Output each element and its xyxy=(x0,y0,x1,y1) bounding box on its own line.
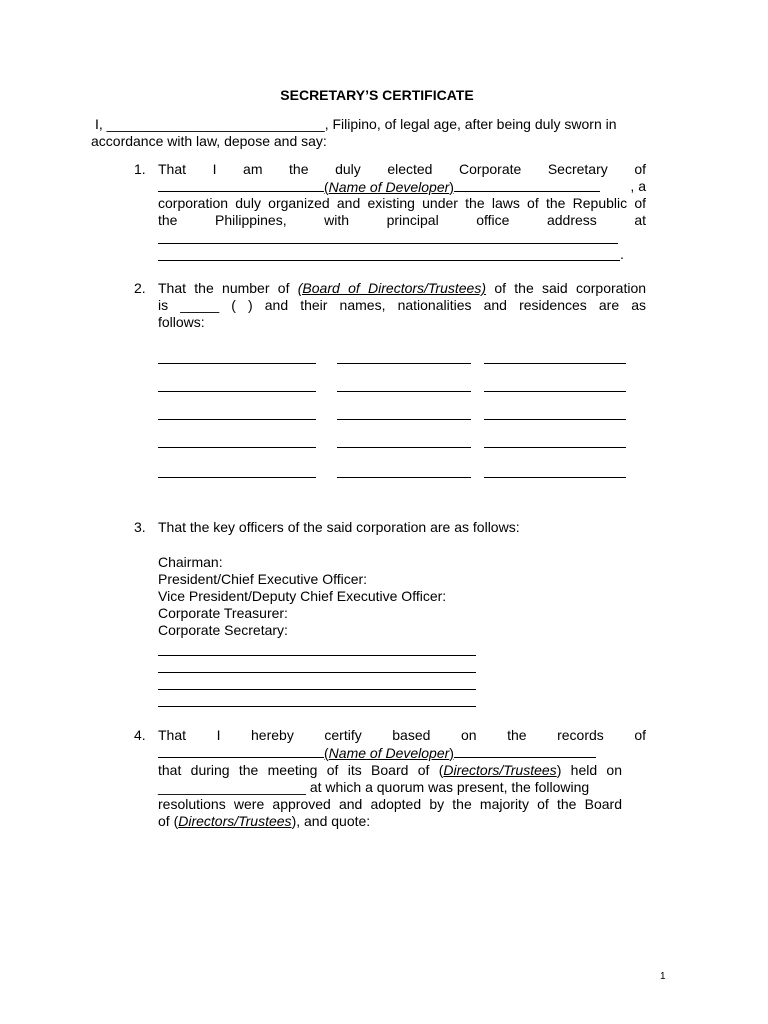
item-1-address-line-1 xyxy=(158,243,618,244)
item-4-date-blank: ___________________ xyxy=(158,779,306,795)
members-row-5-residence xyxy=(484,477,626,478)
item-1-line-2: (Name of Developer) xyxy=(158,178,600,195)
item-4-line-5: resolutions were approved and adopted by the majority of the Board xyxy=(158,796,622,812)
item-1-line-3: corporation duly organized and existing under the laws of the Republic of xyxy=(158,195,646,211)
item-1-blank-after xyxy=(454,178,600,192)
item-4-blank-before xyxy=(158,744,324,758)
members-row-5-nationality xyxy=(337,477,471,478)
item-3-number: 3. xyxy=(134,519,146,535)
intro-prefix: I, xyxy=(95,116,103,132)
item-1-line-1: That I am the duly elected Corporate Secretary of xyxy=(158,161,646,177)
item-2-line-1 xyxy=(158,280,646,296)
item-4-line-1: That I hereby certify based on the records of xyxy=(158,727,646,743)
item-2-board-label: (Board of Directors/Trustees) xyxy=(297,280,487,296)
item-1-developer-name: Name of Developer xyxy=(328,179,450,195)
document-title: SECRETARY’S CERTIFICATE xyxy=(280,87,474,103)
officer-chairman: Chairman: xyxy=(158,554,223,570)
intro-rest: , Filipino, of legal age, after being duly sworn in xyxy=(324,116,617,132)
item-4-line-2: (Name of Developer) xyxy=(158,744,596,761)
officer-secretary: Corporate Secretary: xyxy=(158,622,288,638)
members-row-4-nationality xyxy=(337,447,471,448)
item-4-board-label-2: Directors/Trustees xyxy=(178,813,292,829)
item-2-line-2: is _____ ( ) and their names, nationalities and residences are as xyxy=(158,297,646,313)
page-number: 1 xyxy=(660,971,666,982)
intro-name-blank: ____________________________ xyxy=(106,116,325,132)
item-1-period: . xyxy=(620,246,624,262)
item-2-line-3: follows: xyxy=(158,314,205,330)
members-row-2-residence xyxy=(484,391,626,392)
item-1-suffix: , a xyxy=(630,178,646,194)
members-row-4-name xyxy=(158,447,316,448)
item-1-number: 1. xyxy=(134,161,146,177)
officers-blank-line-1 xyxy=(158,655,476,656)
item-4-line-3 xyxy=(158,762,622,778)
item-4-line-6 xyxy=(158,813,370,829)
item-4-line-3-post: ) held on xyxy=(556,762,623,778)
item-4-developer-name: Name of Developer xyxy=(328,745,450,761)
item-4-line-3-pre: that during the meeting of its Board of ( xyxy=(158,762,444,778)
item-4-line-4 xyxy=(158,779,589,795)
officer-vice-president: Vice President/Deputy Chief Executive Officer: xyxy=(158,588,447,604)
members-row-3-residence xyxy=(484,419,626,420)
item-4-line-4-rest: at which a quorum was present, the following xyxy=(305,779,590,795)
officer-president: President/Chief Executive Officer: xyxy=(158,571,368,587)
item-4-blank-after xyxy=(454,744,596,758)
members-row-3-nationality xyxy=(337,419,471,420)
intro-line-2: accordance with law, depose and say: xyxy=(91,133,327,149)
item-1-blank-before xyxy=(158,178,324,192)
members-row-2-nationality xyxy=(337,391,471,392)
members-row-4-residence xyxy=(484,447,626,448)
item-4-line-6-pre: of ( xyxy=(158,813,179,829)
members-row-1-nationality xyxy=(337,363,471,364)
item-2-line-1-post: of the said corporation xyxy=(494,280,647,296)
intro-line-1 xyxy=(95,116,617,132)
item-3-text: That the key officers of the said corporation are as follows: xyxy=(158,519,520,535)
item-1-line-4: the Philippines, with principal office address at xyxy=(158,212,646,228)
officers-blank-line-4 xyxy=(158,706,476,707)
members-row-1-residence xyxy=(484,363,626,364)
members-row-3-name xyxy=(158,419,316,420)
item-4-line-6-post: ), and quote: xyxy=(291,813,371,829)
officer-treasurer: Corporate Treasurer: xyxy=(158,605,288,621)
members-row-5-name xyxy=(158,477,316,478)
members-row-1-name xyxy=(158,363,316,364)
officers-blank-line-3 xyxy=(158,689,476,690)
item-1-address-line-2 xyxy=(158,260,620,261)
officers-blank-line-2 xyxy=(158,672,476,673)
item-2-number: 2. xyxy=(134,280,146,296)
item-4-number: 4. xyxy=(134,727,146,743)
item-2-line-1-pre: That the number of xyxy=(158,280,290,296)
members-row-2-name xyxy=(158,391,316,392)
item-4-board-label: Directors/Trustees xyxy=(443,762,557,778)
